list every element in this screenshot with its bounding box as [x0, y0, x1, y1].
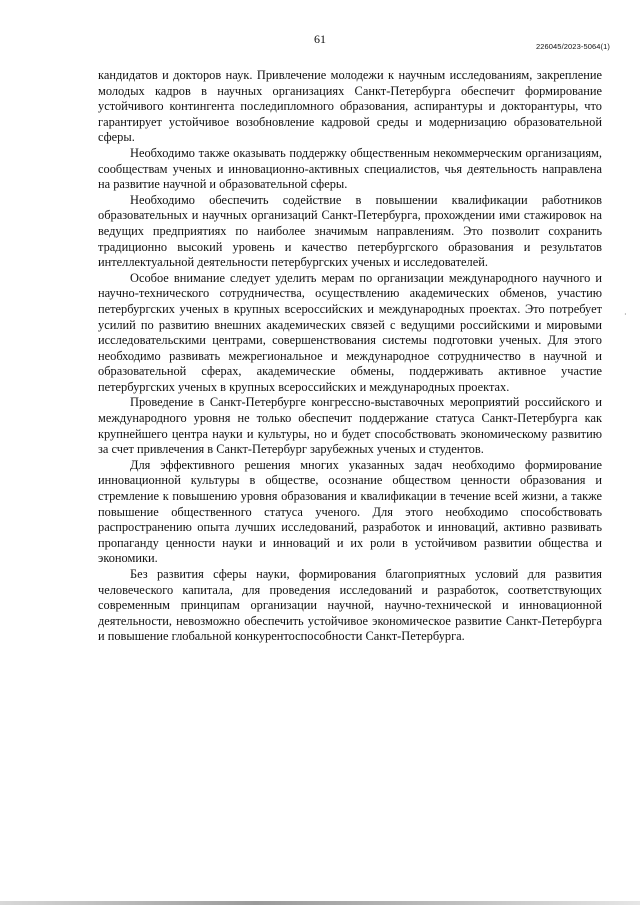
document-id: 226045/2023-5064(1) [535, 42, 610, 51]
paragraph: Необходимо также оказывать поддержку общественным некоммерческим организациям, сообществам ученых и инновационно-активных специалистов, чья деятельность направлена на развитие научной и образовательной сферы. [98, 145, 602, 192]
paragraph: Необходимо обеспечить содействие в повышении квалификации работников образовательных и научных организаций Санкт-Петербурга, прохождении ими стажировок на ведущих предприятиях по наиболее значимым направлениям. Это позволит сохранить традиционно высокий уровень и качество петербургского образования и результатов интеллектуальной деятельности петербургских ученых и исследователей. [98, 192, 602, 270]
paragraph: Для эффективного решения многих указанных задач необходимо формирование инновационной культуры в обществе, осознание обществом ценности образования и стремление к повышению уровня образования и квалификации в течение всей жизни, а также повышение общественного статуса ученого. Для этого необходимо способствовать распространению опыта лучших исследований, разработок и инноваций, активно развивать пропаганду ценности науки и инноваций и их роли в устойчивом развитии общества и экономики. [98, 457, 602, 566]
page-number: 61 [314, 32, 326, 46]
scan-bottom-edge [0, 901, 640, 905]
scan-margin-mark: · [624, 310, 627, 319]
paragraph: кандидатов и докторов наук. Привлечение молодежи к научным исследованиям, закрепление молодых кадров в научных организациях Санкт-Петербурга обеспечит формирование устойчивого контингента последипломного образования, аспирантуры и докторантуры, что гарантирует устойчивое возобновление кадровой среды и модернизацию образовательной сферы. [98, 68, 602, 145]
paragraph: Особое внимание следует уделить мерам по организации международного научного и научно-технического сотрудничества, осуществлению академических обменов, участию петербургских ученых в крупных всероссийских и международных проектах. Это потребует усилий по развитию внешних академических связей с ведущими российскими и мировыми исследовательскими центрами, совершенствования системы подготовки ученых. Для этого необходимо развивать межрегиональное и международное сотрудничество в научной и образовательной сферах, академические обмены, поддерживать активное участие петербургских ученых в крупных всероссийских и международных проектах. [98, 270, 602, 394]
document-body [98, 68, 602, 645]
paragraph: Проведение в Санкт-Петербурге конгрессно-выставочных мероприятий российского и международного уровня не только обеспечит поддержание статуса Санкт-Петербурга как крупнейшего центра науки и культуры, но и будет способствовать экономическому развитию за счет привлечения в Санкт-Петербург зарубежных ученых и студентов. [98, 395, 602, 457]
paragraph: Без развития сферы науки, формирования благоприятных условий для развития человеческого капитала, для проведения исследований и разработок, соответствующих современным принципам организации научной, научно-технической и инновационной деятельности, невозможно обеспечить устойчивое экономическое развитие Санкт-Петербурга и повышение глобальной конкурентоспособности Санкт-Петербурга. [98, 567, 602, 644]
